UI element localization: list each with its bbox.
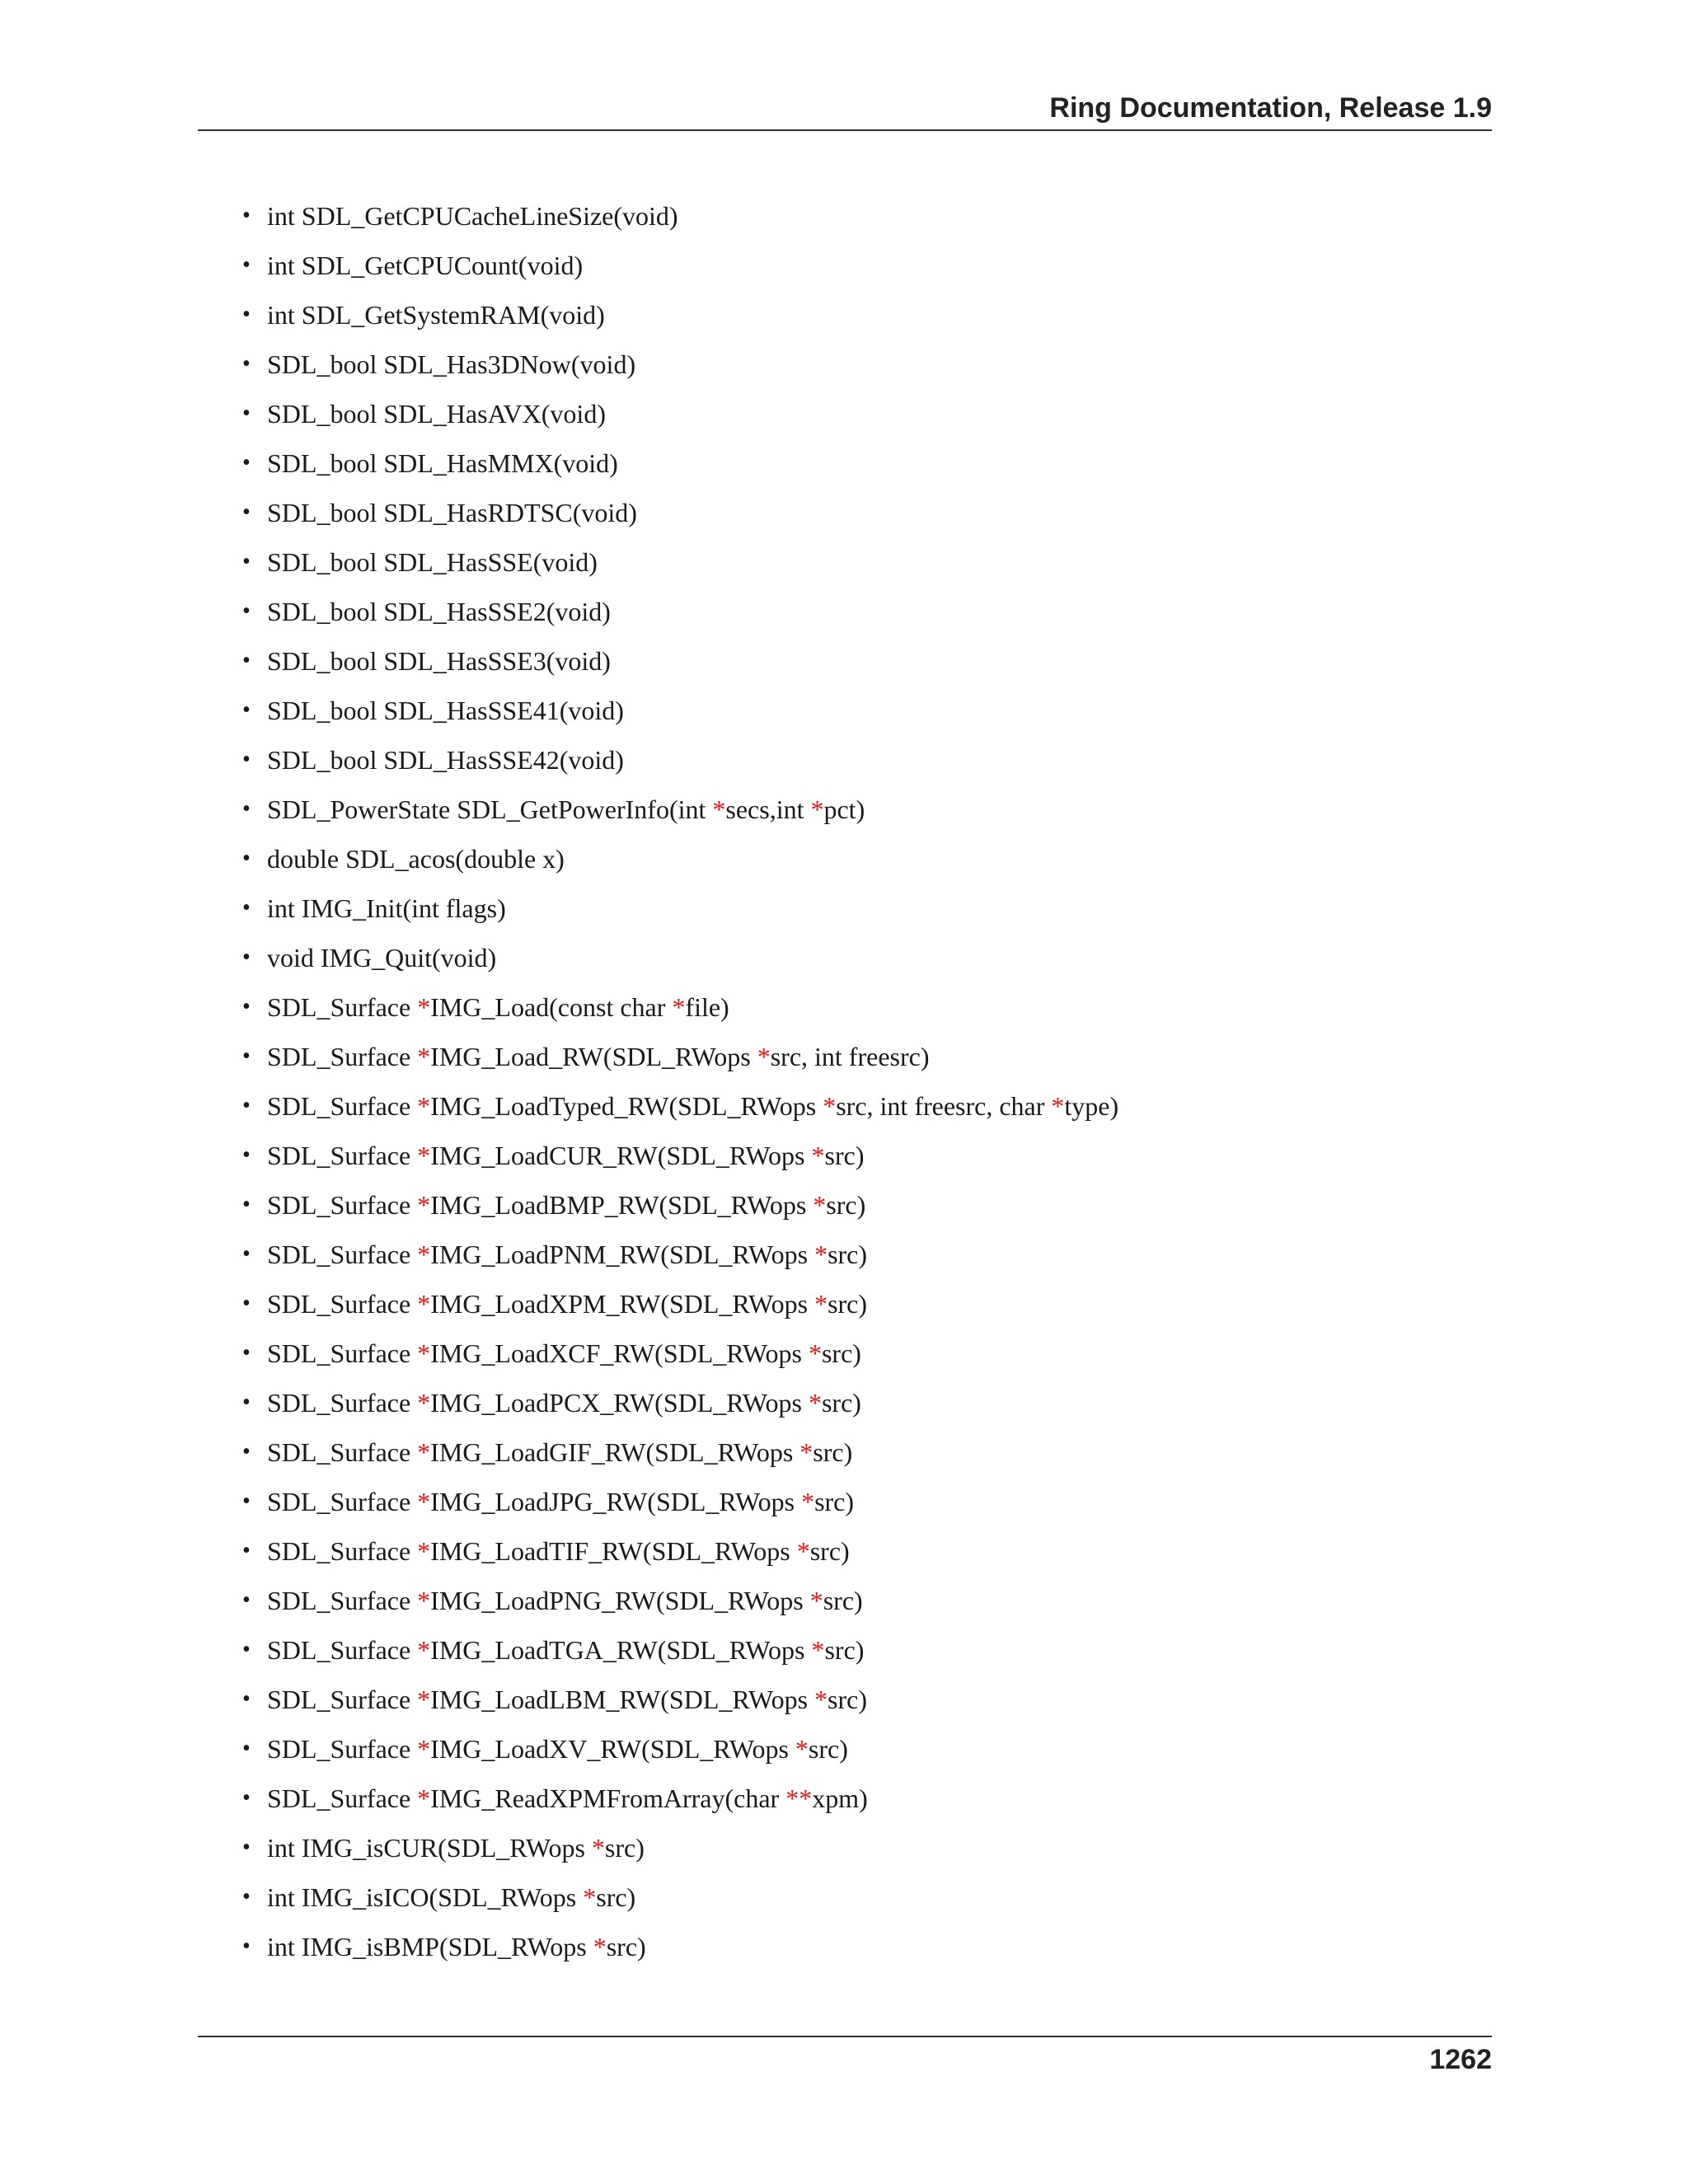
list-item [237,244,1118,293]
bullet-icon: • [242,994,251,1019]
bullet-icon: • [242,302,251,327]
list-item [237,1332,1118,1381]
list-item [237,1777,1118,1826]
bullet-icon: • [242,1439,251,1465]
bullet-icon: • [242,796,251,822]
bullet-icon: • [242,401,251,426]
bullet-icon: • [242,1686,251,1712]
function-signature: SDL_Surface *IMG_LoadGIF_RW(SDL_RWops *src) [267,1437,853,1467]
function-signature: SDL_bool SDL_HasSSE(void) [267,547,598,577]
bullet-icon: • [242,1093,251,1118]
list-item [237,1431,1118,1480]
list-item [237,1826,1118,1876]
function-signature: int SDL_GetSystemRAM(void) [267,300,605,330]
list-item [237,936,1118,986]
function-signature: SDL_Surface *IMG_LoadCUR_RW(SDL_RWops *src) [267,1141,865,1170]
footer-divider [198,2036,1492,2037]
list-item [237,1381,1118,1431]
list-item [237,491,1118,541]
bullet-icon: • [242,1340,251,1366]
bullet-icon: • [242,1587,251,1613]
list-item [237,1233,1118,1282]
bullet-icon: • [242,1637,251,1662]
function-signature: SDL_Surface *IMG_LoadBMP_RW(SDL_RWops *src) [267,1190,866,1220]
list-item [237,640,1118,689]
bullet-icon: • [242,747,251,772]
function-signature: SDL_Surface *IMG_ReadXPMFromArray(char **xpm) [267,1783,868,1813]
bullet-icon: • [242,1390,251,1415]
function-signature: SDL_bool SDL_HasAVX(void) [267,399,606,429]
function-signature: SDL_Surface *IMG_LoadPNG_RW(SDL_RWops *src) [267,1586,863,1615]
bullet-icon: • [242,846,251,871]
function-signature: SDL_bool SDL_HasSSE42(void) [267,745,624,775]
list-item [237,1876,1118,1925]
function-signature: int IMG_isBMP(SDL_RWops *src) [267,1932,646,1961]
bullet-icon: • [242,351,251,377]
function-signature: SDL_bool SDL_HasRDTSC(void) [267,498,637,527]
page-number: 1262 [1429,2044,1492,2075]
bullet-icon: • [242,598,251,624]
function-signature: SDL_Surface *IMG_LoadXCF_RW(SDL_RWops *src) [267,1338,861,1368]
list-item [237,343,1118,392]
bullet-icon: • [242,1192,251,1217]
bullet-icon: • [242,252,251,278]
list-item [237,392,1118,442]
bullet-icon: • [242,697,251,723]
list-item [237,442,1118,491]
function-signature: int IMG_isCUR(SDL_RWops *src) [267,1833,645,1863]
bullet-icon: • [242,1736,251,1761]
list-item [237,541,1118,590]
list-item [237,788,1118,837]
list-item [237,1579,1118,1629]
list-item [237,1480,1118,1530]
function-signature: SDL_Surface *IMG_LoadXPM_RW(SDL_RWops *src) [267,1289,868,1319]
bullet-icon: • [242,1291,251,1316]
list-item [237,689,1118,738]
list-item [237,738,1118,788]
function-signature: SDL_bool SDL_HasSSE2(void) [267,597,611,626]
bullet-icon: • [242,1785,251,1811]
bullet-icon: • [242,1488,251,1514]
list-item [237,837,1118,887]
function-signature: int IMG_Init(int flags) [267,893,506,923]
function-signature: double SDL_acos(double x) [267,844,565,874]
function-signature: SDL_bool SDL_HasSSE41(void) [267,696,624,725]
list-item [237,1629,1118,1678]
function-signature: void IMG_Quit(void) [267,943,497,972]
list-item [237,887,1118,936]
bullet-icon: • [242,1538,251,1563]
list-item [237,1282,1118,1332]
bullet-icon: • [242,1884,251,1910]
function-signature: SDL_Surface *IMG_LoadPNM_RW(SDL_RWops *src) [267,1240,868,1269]
bullet-icon: • [242,648,251,673]
function-signature: SDL_Surface *IMG_LoadTIF_RW(SDL_RWops *src) [267,1536,850,1566]
function-signature: SDL_Surface *IMG_LoadTyped_RW(SDL_RWops *src, int freesrc, char *type) [267,1091,1119,1121]
bullet-icon: • [242,944,251,970]
function-signature: SDL_Surface *IMG_Load_RW(SDL_RWops *src, int freesrc) [267,1042,930,1071]
function-list [237,194,1118,1975]
list-item [237,986,1118,1035]
function-signature: SDL_bool SDL_HasSSE3(void) [267,646,611,676]
list-item [237,1085,1118,1134]
function-signature: SDL_Surface *IMG_LoadXV_RW(SDL_RWops *src) [267,1734,848,1764]
running-header-title: Ring Documentation, Release 1.9 [1049,92,1492,124]
list-item [237,194,1118,244]
function-signature: int SDL_GetCPUCount(void) [267,251,584,280]
function-signature: SDL_Surface *IMG_LoadTGA_RW(SDL_RWops *src) [267,1635,865,1665]
function-signature: SDL_Surface *IMG_LoadLBM_RW(SDL_RWops *src) [267,1685,868,1714]
header-divider [198,129,1492,131]
list-item [237,590,1118,640]
list-item [237,1530,1118,1579]
bullet-icon: • [242,1933,251,1959]
function-signature: SDL_PowerState SDL_GetPowerInfo(int *secs,int *pct) [267,794,865,824]
bullet-icon: • [242,1241,251,1267]
list-item [237,1925,1118,1975]
function-signature: int SDL_GetCPUCacheLineSize(void) [267,201,678,231]
bullet-icon: • [242,1043,251,1069]
bullet-icon: • [242,1835,251,1860]
list-item [237,293,1118,343]
bullet-icon: • [242,203,251,228]
function-signature: SDL_bool SDL_Has3DNow(void) [267,349,636,379]
bullet-icon: • [242,549,251,574]
bullet-icon: • [242,1142,251,1168]
function-signature: SDL_bool SDL_HasMMX(void) [267,448,618,478]
list-item [237,1134,1118,1183]
list-item [237,1727,1118,1777]
bullet-icon: • [242,895,251,921]
function-signature: int IMG_isICO(SDL_RWops *src) [267,1882,636,1912]
bullet-icon: • [242,450,251,476]
bullet-icon: • [242,499,251,525]
list-item [237,1678,1118,1727]
function-signature: SDL_Surface *IMG_LoadJPG_RW(SDL_RWops *src) [267,1487,855,1516]
list-item [237,1035,1118,1085]
list-item [237,1183,1118,1233]
function-signature: SDL_Surface *IMG_LoadPCX_RW(SDL_RWops *src) [267,1388,861,1418]
function-signature: SDL_Surface *IMG_Load(const char *file) [267,992,729,1022]
